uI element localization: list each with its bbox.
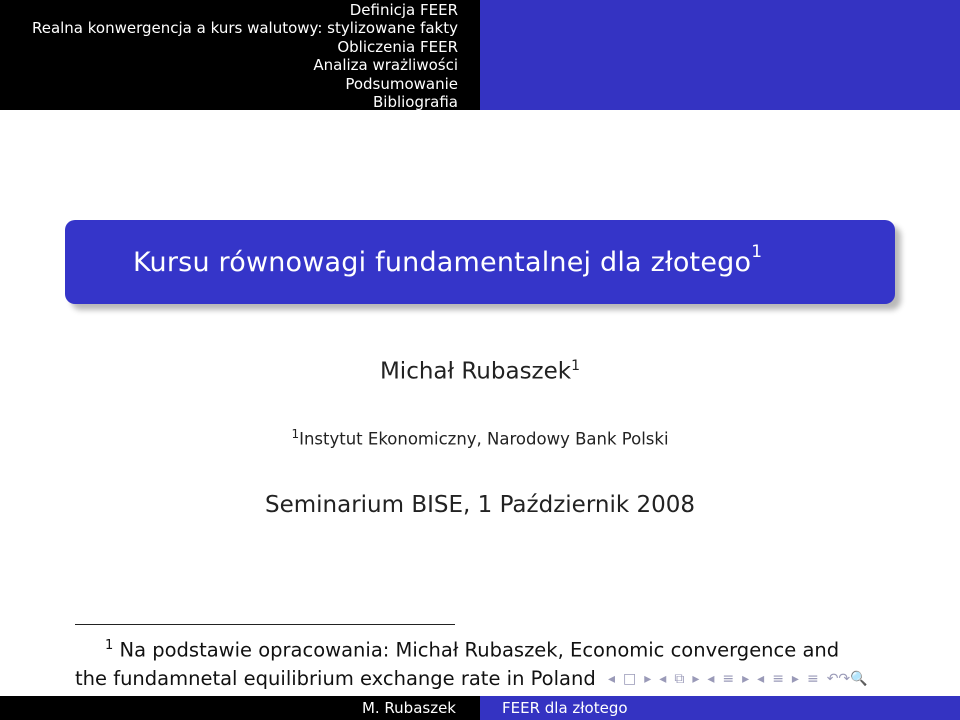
title-text: Kursu równowagi fundamentalnej dla złotego	[133, 247, 752, 278]
nav-right-arrow-icon[interactable]: ▸	[644, 671, 652, 687]
footnote-line-2: the fundamnetal equilibrium exchange rate in Poland	[75, 666, 596, 690]
header-right-panel	[480, 0, 960, 110]
frame-icon[interactable]: □	[623, 671, 637, 687]
author-name: Michał Rubaszek	[379, 358, 572, 385]
footer-author: M. Rubaszek	[0, 696, 480, 720]
institute	[0, 427, 960, 449]
document-icon[interactable]: ≡	[772, 671, 784, 687]
institute-mark: 1	[291, 427, 300, 441]
footer-bar	[0, 696, 960, 720]
institute-text: Instytut Ekonomiczny, Narodowy Bank Polski	[299, 429, 669, 449]
slide-title	[133, 242, 763, 278]
footnote-line-1	[75, 632, 875, 665]
nav-item-analiza[interactable]: Analiza wrażliwości	[313, 56, 458, 75]
nav-item-bibliografia[interactable]: Bibliografia	[372, 93, 458, 112]
nav-right-arrow-icon[interactable]: ▸	[791, 671, 799, 687]
search-icon[interactable]: ↶↷🔍	[826, 671, 868, 687]
footnote-text-1: Na podstawie opracowania: Michał Rubaszek, Economic convergence and	[119, 638, 840, 662]
section-navigation	[0, 0, 480, 110]
title-footnote-mark: 1	[751, 242, 763, 262]
author	[0, 358, 960, 385]
footnote-rule	[75, 624, 455, 625]
section-icon[interactable]: ≡	[722, 671, 735, 687]
subsection-icon[interactable]: ⧉	[674, 671, 685, 687]
title-box	[65, 220, 895, 304]
author-mark: 1	[571, 358, 581, 374]
nav-left-arrow-icon[interactable]: ◂	[757, 671, 765, 687]
nav-left-arrow-icon[interactable]: ◂	[707, 671, 715, 687]
event-date: Seminarium BISE, 1 Październik 2008	[264, 492, 695, 518]
nav-right-arrow-icon[interactable]: ▸	[742, 671, 750, 687]
nav-right-arrow-icon[interactable]: ▸	[692, 671, 700, 687]
nav-item-definicja[interactable]: Definicja FEER	[349, 1, 458, 19]
footer-title: FEER dla złotego	[480, 696, 960, 720]
header-bar	[0, 0, 960, 110]
nav-left-arrow-icon[interactable]: ◂	[659, 671, 667, 687]
nav-item-podsumowanie[interactable]: Podsumowanie	[345, 74, 458, 93]
nav-item-konwergencja[interactable]: Realna konwergencja a kurs walutowy: stylizowane fakty	[31, 19, 458, 38]
nav-item-obliczenia[interactable]: Obliczenia FEER	[337, 37, 458, 56]
appendix-icon[interactable]: ≡	[806, 671, 819, 687]
beamer-navigation-symbols	[608, 668, 958, 690]
nav-left-arrow-icon[interactable]: ◂	[608, 671, 616, 687]
footnote-mark: 1	[105, 638, 114, 653]
